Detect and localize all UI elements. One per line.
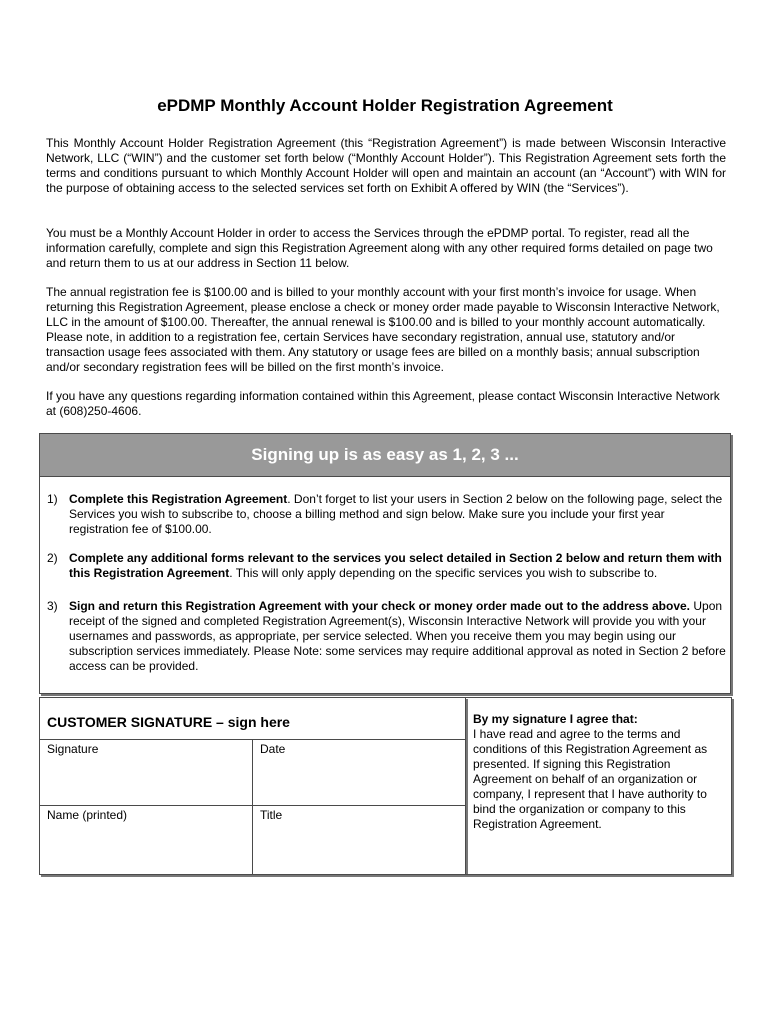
- step-body: [69, 551, 727, 581]
- divider: [252, 739, 253, 874]
- step-bold-text: Complete this Registration Agreement: [69, 492, 288, 506]
- contact-paragraph: If you have any questions regarding information contained within this Agreement, please contact Wisconsin Interactive Network at (608)250-4606.: [46, 389, 720, 418]
- step-body: [69, 492, 727, 537]
- agreement-text: I have read and agree to the terms and conditions of this Registration Agreement as presented. If signing this Registration Agreement on behalf of an organization or company, I represent that I have authority to bind the organization or company to this Registration Agreement.: [473, 727, 708, 831]
- signature-heading: CUSTOMER SIGNATURE – sign here: [47, 714, 290, 730]
- agreement-box: [466, 697, 732, 875]
- steps-header: Signing up is as easy as 1, 2, 3 ...: [40, 434, 730, 477]
- step-number: 2): [47, 551, 58, 565]
- registration-instructions-paragraph: You must be a Monthly Account Holder in order to access the Services through the ePDMP portal. To register, read all the information carefully, complete and sign this Registration Agreement along with any other required forms detailed on page two and return them to us at our address in Section 11 below.: [46, 226, 713, 270]
- document-title: ePDMP Monthly Account Holder Registration Agreement: [157, 96, 613, 115]
- signature-field-label: Signature: [47, 742, 99, 756]
- customer-signature-box: [39, 697, 466, 875]
- agreement-heading: By my signature I agree that:: [473, 712, 638, 726]
- intro-paragraph: This Monthly Account Holder Registration Agreement (this “Registration Agreement”) is made between Wisconsin Interactive Network, LLC (“WIN”) and the customer set forth below (“Monthly Account Holder”). This Registration Agreement sets forth the terms and conditions pursuant to which Monthly Account Holder will open and maintain an account (an “Account”) with WIN for the purpose of obtaining access to the selected services set forth on Exhibit A offered by WIN (the “Services”).: [46, 136, 726, 195]
- step-number: 1): [47, 492, 58, 506]
- step-body: [69, 599, 727, 674]
- name-printed-field-label: Name (printed): [47, 808, 128, 822]
- step-text: . Don’t forget to list your users in Section 2 below on the following page, select the Services you wish to subscribe to, choose a billing method and sign below. Make sure you include your first year registration fee of $100.00.: [69, 492, 723, 536]
- step-bold-text: Sign and return this Registration Agreement with your check or money order made out to the address above.: [69, 599, 691, 613]
- fee-paragraph: The annual registration fee is $100.00 and is billed to your monthly account with your first month’s invoice for usage. When returning this Registration Agreement, please enclose a check or money order made payable to Wisconsin Interactive Network, LLC in the amount of $100.00. Thereafter, the annual renewal is $100.00 and is billed to your monthly account automatically. Please note, in addition to a registration fee, certain Services have secondary registration, annual use, statutory and/or transaction usage fees associated with them. Any statutory or usage fees are billed on a monthly basis; annual subscription and/or secondary registration fees will be billed on the first month’s invoice.: [46, 285, 720, 374]
- step-item: [47, 551, 727, 581]
- step-text: Upon receipt of the signed and completed Registration Agreement(s), Wisconsin Interactive Network will provide you with your usernames and passwords, as appropriate, per service selected. When you receive them you may begin using our subscription services immediately. Please Note: some services may require additional approval as noted in Section 2 before access can be provided.: [69, 599, 726, 673]
- title-field-label: Title: [260, 808, 283, 822]
- step-number: 3): [47, 599, 58, 613]
- step-item: [47, 492, 727, 537]
- date-field-label: Date: [260, 742, 286, 756]
- step-item: [47, 599, 727, 674]
- step-text: . This will only apply depending on the specific services you wish to subscribe to.: [229, 566, 658, 580]
- steps-box: [39, 433, 731, 694]
- step-bold-text: Complete any additional forms relevant to the services you select detailed in Section 2 below and return them with this Registration Agreement: [69, 551, 722, 580]
